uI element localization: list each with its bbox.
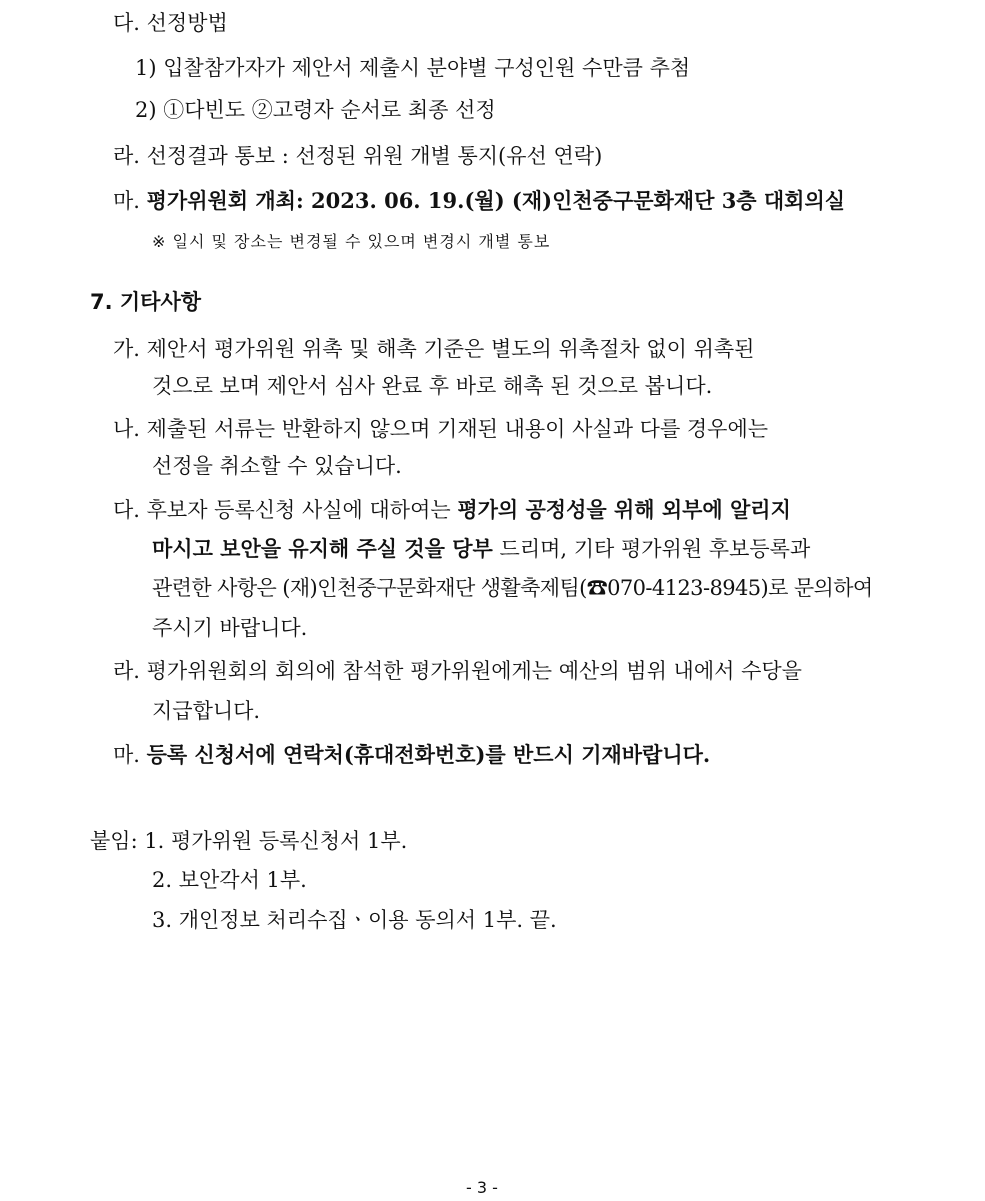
text-line: 선정을 취소할 수 있습니다. [152, 454, 402, 478]
text-line: 것으로 보며 제안서 심사 완료 후 바로 해촉 된 것으로 봅니다. [152, 374, 713, 398]
method-item-2 [135, 100, 496, 121]
page-number [466, 1180, 498, 1196]
item-da-line-3 [152, 578, 873, 599]
text-line: 주시기 바랍니다. [152, 616, 308, 640]
text-line: 붙임: 1. 평가위원 등록신청서 1부. [90, 829, 408, 853]
section-ma-committee-meeting [113, 190, 845, 212]
meeting-date-place: 평가위원회 개최: 2023. 06. 19.(월) (재)인천중구문화재단 3층 대회의실 [146, 188, 846, 213]
item-ga-line-1 [113, 339, 754, 360]
text-line: 2. 보안각서 1부. [152, 868, 307, 892]
text-line: 2) ①다빈도 ②고령자 순서로 최종 선정 [135, 98, 496, 122]
text-line: 다. 후보자 등록신청 사실에 대하여는 [113, 498, 458, 522]
text-line: 드리며, 기타 평가위원 후보등록과 [492, 537, 811, 561]
emphasis-text: 평가의 공정성을 위해 외부에 알리지 [457, 497, 791, 522]
item-ra-line-1 [113, 661, 802, 682]
item-ma-line-1 [113, 744, 710, 766]
contact-info: 관련한 사항은 (재)인천중구문화재단 생활축제팀(☎070-4123-8945)로 문의하여 [152, 576, 873, 600]
text-line: ※ 일시 및 장소는 변경될 수 있으며 변경시 개별 통보 [152, 232, 551, 251]
attachment-2 [152, 870, 307, 891]
text-line: 나. 제출된 서류는 반환하지 않으며 기재된 내용이 사실과 다를 경우에는 [113, 417, 769, 441]
item-ra-line-2 [152, 701, 260, 722]
text-line: 3. 개인정보 처리수집ㆍ이용 동의서 1부. 끝. [152, 908, 557, 932]
text-line: 마. [113, 189, 147, 213]
attachment-1 [90, 831, 407, 852]
text-line: 다. 선정방법 [113, 11, 228, 35]
item-ga-line-2 [152, 376, 712, 397]
text-line: 7. 기타사항 [90, 290, 202, 314]
method-item-1 [135, 58, 690, 79]
text-line: 가. 제안서 평가위원 위촉 및 해촉 기준은 별도의 위촉절차 없이 위촉된 [113, 337, 755, 361]
text-line: 1) 입찰참가자가 제안서 제출시 분야별 구성인원 수만큼 추첨 [135, 56, 691, 80]
item-na-line-2 [152, 456, 402, 477]
section-ra-result-notice [113, 146, 602, 167]
emphasis-text: 마시고 보안을 유지해 주실 것을 당부 [152, 536, 493, 561]
item-da-line-4 [152, 618, 307, 639]
text-line: 마. [113, 743, 147, 767]
item-na-line-1 [113, 419, 768, 440]
text-line: 라. 평가위원회의 회의에 참석한 평가위원에게는 예산의 범위 내에서 수당을 [113, 659, 802, 683]
section-7-heading [90, 292, 201, 313]
page-number-text: - 3 - [466, 1178, 498, 1197]
section-da-method [113, 13, 228, 34]
text-line: 지급합니다. [152, 699, 261, 723]
attachment-3 [152, 910, 557, 931]
item-da-line-2 [152, 538, 810, 560]
emphasis-text: 등록 신청서에 연락처(휴대전화번호)를 반드시 기재바랍니다. [146, 742, 711, 767]
text-line: 라. 선정결과 통보 : 선정된 위원 개별 통지(유선 연락) [113, 144, 603, 168]
item-da-line-1 [113, 499, 791, 521]
schedule-change-note [152, 234, 550, 250]
